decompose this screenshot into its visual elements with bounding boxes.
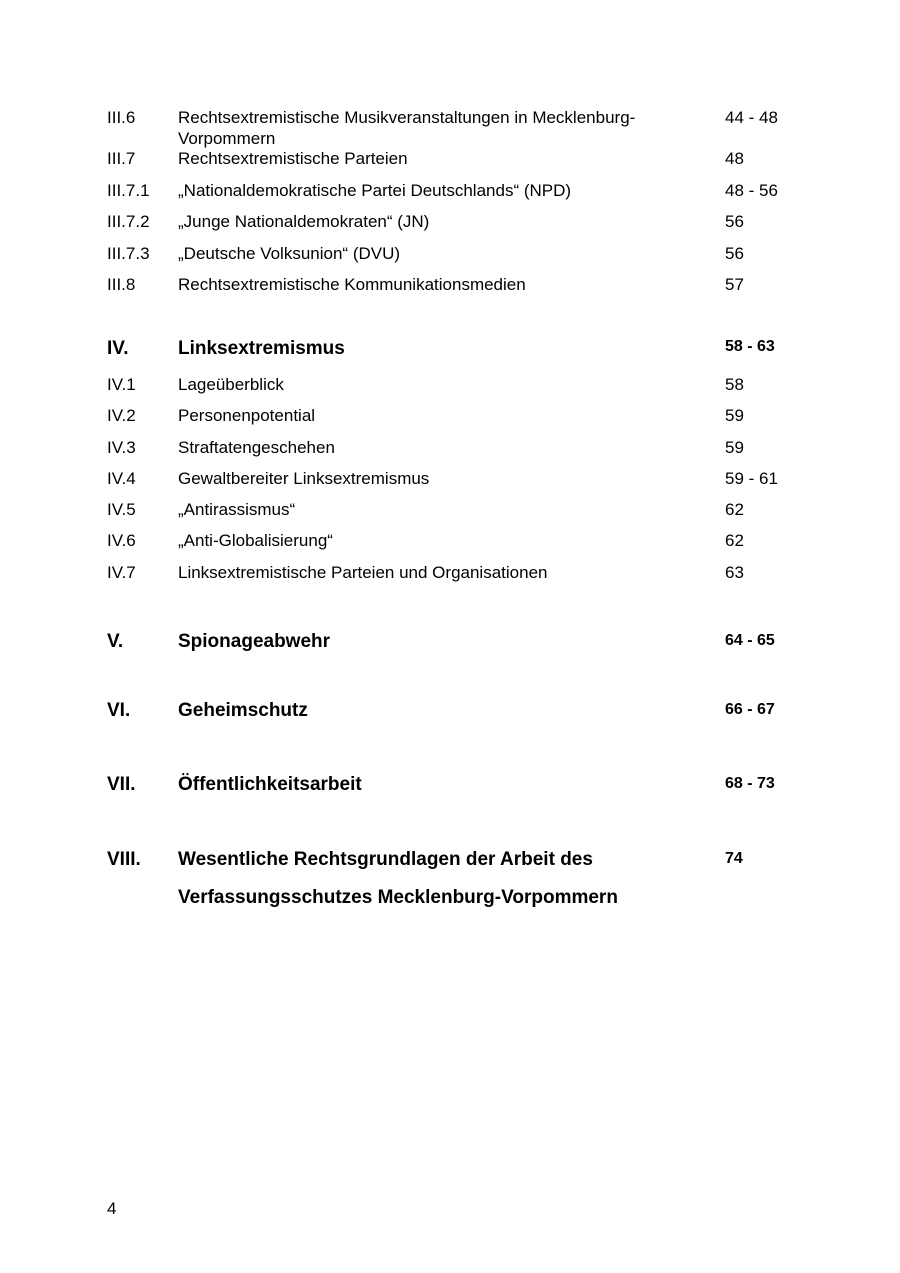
entry-number: IV.2 [107, 406, 136, 425]
entry-number: IV.5 [107, 500, 136, 519]
entry-title: „Anti-Globalisierung“ [178, 531, 333, 550]
entry-title: Straftatengeschehen [178, 438, 335, 457]
entry-title: Personenpotential [178, 406, 316, 425]
chapter-number: VIII. [107, 849, 141, 870]
entry-pages: 56 [725, 244, 744, 263]
entry-pages: 48 - 56 [725, 181, 778, 200]
entry-number: III.7.1 [107, 181, 150, 200]
chapter-title: Öffentlichkeitsarbeit [178, 774, 362, 795]
chapter-number: IV. [107, 338, 129, 359]
entry-number: III.7.2 [107, 212, 150, 231]
entry-pages: 58 [725, 375, 744, 394]
entry-pages: 59 [725, 406, 744, 425]
entry-title: Rechtsextremistische Musikveranstaltungen in Mecklenburg-Vorpommern [178, 108, 636, 148]
chapter-pages: 58 - 63 [725, 338, 775, 355]
entry-number: IV.6 [107, 531, 136, 550]
chapter-pages: 68 - 73 [725, 775, 775, 792]
entry-number: IV.4 [107, 469, 136, 488]
entry-number: III.7 [107, 149, 136, 168]
entry-pages: 56 [725, 212, 744, 231]
entry-pages: 59 - 61 [725, 469, 778, 488]
entry-number: III.7.3 [107, 244, 150, 263]
entry-pages: 57 [725, 275, 744, 294]
entry-number: III.6 [107, 108, 136, 127]
chapter-number: VII. [107, 774, 136, 795]
chapter-number: VI. [107, 700, 131, 721]
entry-number: III.8 [107, 275, 136, 294]
chapter-pages: 74 [725, 850, 743, 867]
entry-title: Linksextremistische Parteien und Organisationen [178, 563, 548, 582]
entry-number: IV.1 [107, 375, 136, 394]
chapter-pages: 66 - 67 [725, 701, 775, 718]
entry-title: Rechtsextremistische Parteien [178, 149, 408, 168]
entry-title: „Nationaldemokratische Partei Deutschlands“ (NPD) [178, 181, 572, 200]
page-number: 4 [107, 1199, 117, 1218]
chapter-title: Linksextremismus [178, 338, 345, 359]
entry-pages: 48 [725, 149, 744, 168]
entry-number: IV.3 [107, 438, 136, 457]
entry-number: IV.7 [107, 563, 136, 582]
entry-title: „Junge Nationaldemokraten“ (JN) [178, 212, 430, 231]
entry-title: Lageüberblick [178, 375, 284, 394]
entry-pages: 62 [725, 500, 744, 519]
chapter-pages: 64 - 65 [725, 632, 775, 649]
entry-title: Rechtsextremistische Kommunikationsmedien [178, 275, 526, 294]
entry-pages: 62 [725, 531, 744, 550]
entry-title: „Antirassismus“ [178, 500, 296, 519]
entry-pages: 63 [725, 563, 744, 582]
entry-pages: 44 - 48 [725, 108, 778, 127]
entry-pages: 59 [725, 438, 744, 457]
entry-title: Gewaltbereiter Linksextremismus [178, 469, 430, 488]
chapter-title: Wesentliche Rechtsgrundlagen der Arbeit des Verfassungsschutzes Mecklenburg-Vorpommern [178, 849, 618, 908]
chapter-title: Spionageabwehr [178, 631, 331, 652]
entry-title: „Deutsche Volksunion“ (DVU) [178, 244, 401, 263]
chapter-title: Geheimschutz [178, 700, 308, 721]
chapter-number: V. [107, 631, 124, 652]
